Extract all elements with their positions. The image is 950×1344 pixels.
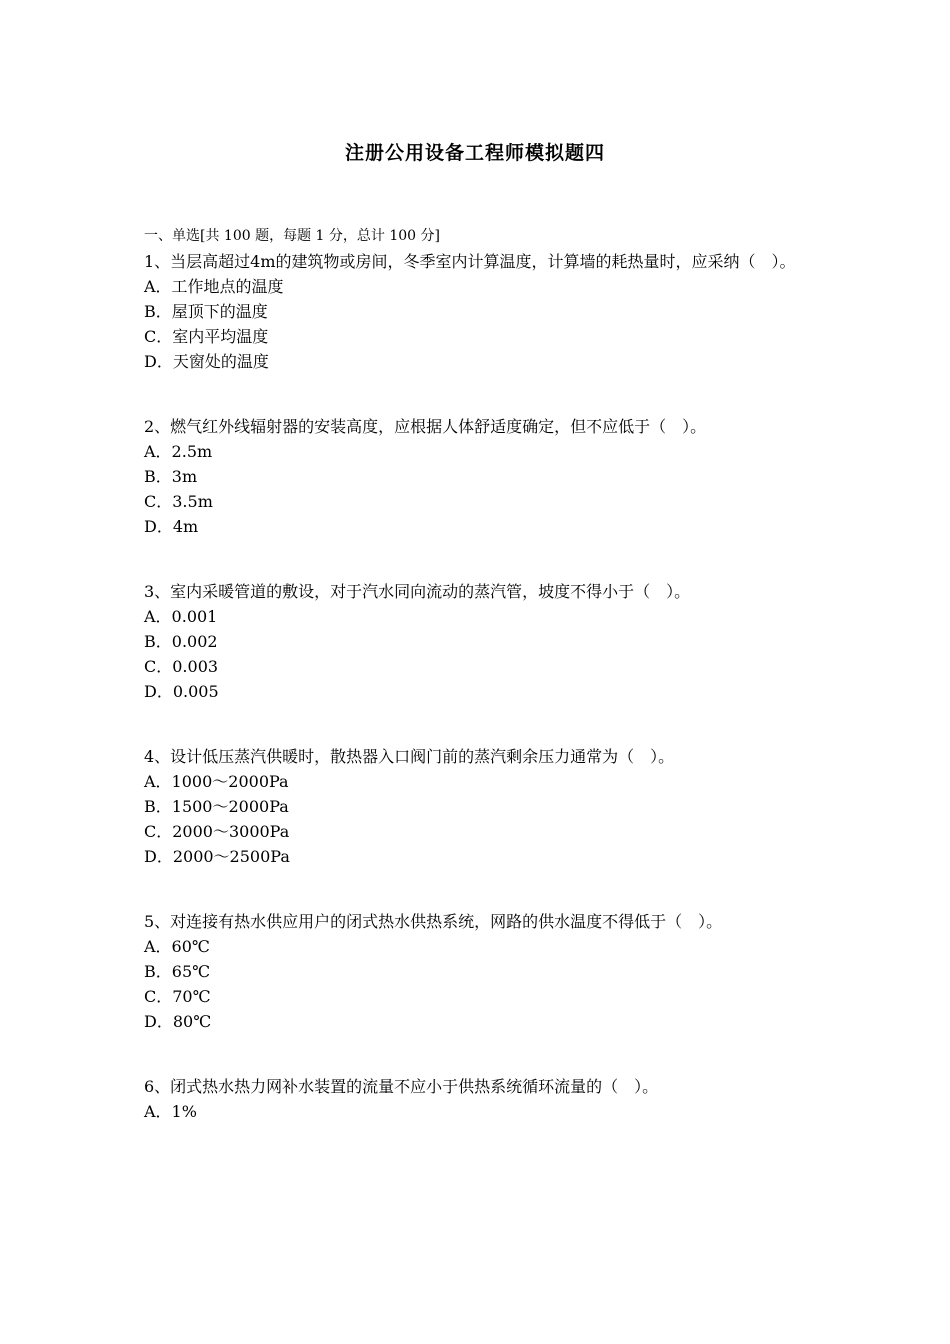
answer-option: A．2.5m: [144, 442, 213, 461]
answer-option: C．70℃: [144, 987, 211, 1006]
question-list: [144, 249, 824, 1124]
document-title: 注册公用设备工程师模拟题四: [344, 142, 605, 164]
question-text: 1、当层高超过4m的建筑物或房间，冬季室内计算温度，计算墙的耗热量时，应采纳（ ）。: [144, 252, 796, 271]
answer-option: C．0.003: [144, 657, 219, 676]
answer-option: C．2000～3000Pa: [144, 822, 290, 841]
question-4: [144, 744, 824, 869]
answer-option: A．1%: [144, 1102, 197, 1121]
answer-option: D．4m: [144, 517, 199, 536]
answer-option: C．室内平均温度: [144, 327, 269, 346]
question-5: [144, 909, 824, 1034]
question-text: 4、设计低压蒸汽供暖时，散热器入口阀门前的蒸汽剩余压力通常为（ ）。: [144, 747, 675, 766]
answer-option: B．0.002: [144, 632, 218, 651]
answer-option: D．80℃: [144, 1012, 212, 1031]
answer-option: A．60℃: [144, 937, 210, 956]
answer-option: A．工作地点的温度: [144, 277, 284, 296]
question-2: [144, 414, 824, 539]
answer-option: B．1500～2000Pa: [144, 797, 289, 816]
answer-option: D．天窗处的温度: [144, 352, 269, 371]
document-body: [144, 226, 824, 1164]
question-text: 2、燃气红外线辐射器的安装高度，应根据人体舒适度确定，但不应低于（ ）。: [144, 417, 707, 436]
answer-option: D．0.005: [144, 682, 219, 701]
question-text: 6、闭式热水热力网补水装置的流量不应小于供热系统循环流量的（ ）。: [144, 1077, 659, 1096]
answer-option: B．65℃: [144, 962, 211, 981]
question-text: 3、室内采暖管道的敷设，对于汽水同向流动的蒸汽管，坡度不得小于（ ）。: [144, 582, 691, 601]
answer-option: D．2000～2500Pa: [144, 847, 290, 866]
answer-option: B．屋顶下的温度: [144, 302, 268, 321]
question-6: [144, 1074, 824, 1124]
answer-option: B．3m: [144, 467, 198, 486]
question-1: [144, 249, 824, 374]
question-3: [144, 579, 824, 704]
answer-option: C．3.5m: [144, 492, 213, 511]
question-text: 5、对连接有热水供应用户的闭式热水供热系统，网路的供水温度不得低于（ ）。: [144, 912, 723, 931]
answer-option: A．0.001: [144, 607, 218, 626]
answer-option: A．1000～2000Pa: [144, 772, 289, 791]
section-heading: 一、单选[共 100 题，每题 1 分，总计 100 分]: [144, 228, 440, 244]
